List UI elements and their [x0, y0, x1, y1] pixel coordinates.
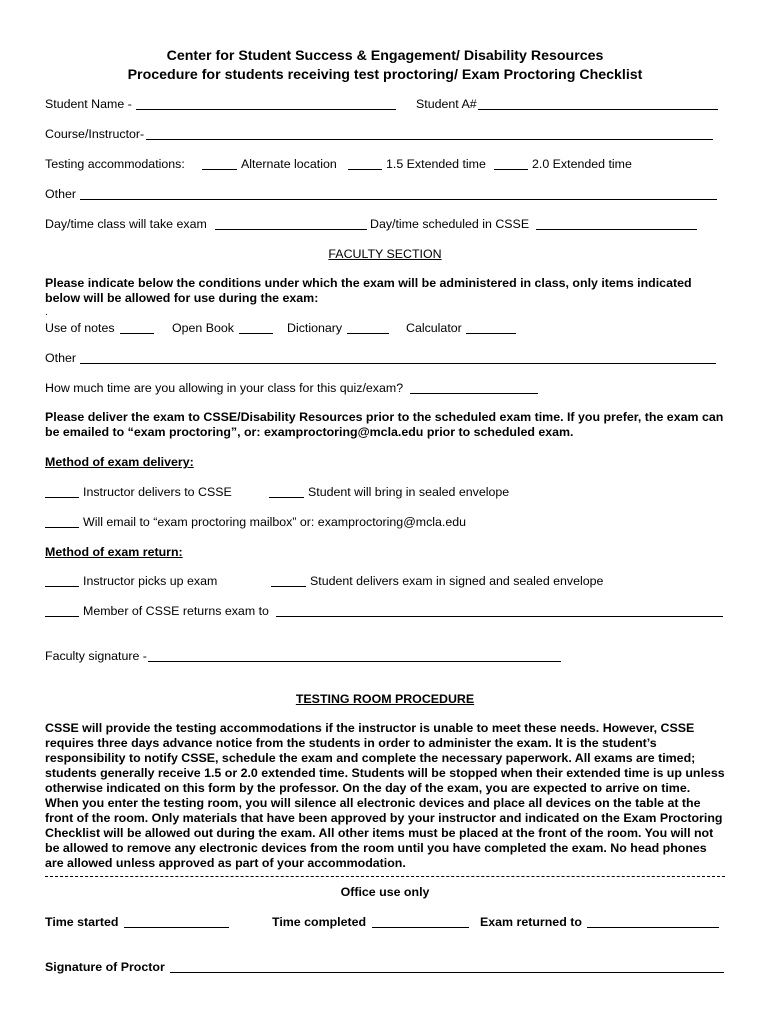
alternate-location-check[interactable] — [202, 157, 237, 170]
return-opt2-label: Student delivers exam in signed and sealed envelope — [310, 574, 604, 588]
delivery-heading: Method of exam delivery: — [45, 455, 194, 469]
delivery-opt1-check[interactable] — [45, 485, 79, 498]
return-opt1-label: Instructor picks up exam — [83, 574, 218, 588]
extended-15-check[interactable] — [348, 157, 382, 170]
delivery-opt3-check[interactable] — [45, 515, 79, 528]
return-opt2-check[interactable] — [271, 574, 306, 587]
course-instructor-label: Course/Instructor- — [45, 127, 145, 141]
procedure-heading: TESTING ROOM PROCEDURE — [295, 692, 475, 706]
delivery-opt3-label: Will email to “exam proctoring mailbox” or: examproctoring@mcla.edu — [83, 515, 467, 529]
extended-20-label: 2.0 Extended time — [532, 157, 632, 171]
exam-returned-field[interactable] — [587, 915, 719, 928]
form-title: Center for Student Success & Engagement/ Disability Resources — [166, 48, 604, 64]
return-to-field[interactable] — [276, 604, 723, 617]
delivery-opt2-label: Student will bring in sealed envelope — [308, 485, 510, 499]
office-use-heading: Office use only — [340, 885, 430, 899]
divider — [45, 876, 725, 877]
stray-dot: . — [45, 307, 48, 318]
accommodations-label: Testing accommodations: — [45, 157, 185, 171]
procedure-text: CSSE will provide the testing accommodations if the instructor is unable to meet these needs. However, CSSE requires three days advance notice from the students in order to administer the exam. It is the student’s responsibility to notify CSSE, schedule the exam and complete the necessary paperwork. All exams are timed; students generally receive 1.5 or 2.0 extended time. Students will be stopped when their extended time is up unless otherwise indicated on this form by the professor. On the day of the exam, you are expected to arrive on time. When you enter the testing room, you will silence all electronic devices and place all devices on the table at the front of the room. Only materials that have been approved by your instructor and indicated on the Exam Proctoring Checklist will be allowed out during the exam. All other items must be placed at the front of the room. You will not be allowed to remove any electronic devices from the room until you have completed the exam. No head phones are allowed unless approved as part of your accommodation. — [45, 721, 725, 870]
exam-returned-label: Exam returned to — [480, 915, 582, 929]
use-of-notes-label: Use of notes — [45, 321, 115, 335]
dictionary-label: Dictionary — [287, 321, 343, 335]
return-opt3-check[interactable] — [45, 604, 79, 617]
dictionary-field[interactable] — [347, 321, 389, 334]
open-book-field[interactable] — [239, 321, 273, 334]
return-heading: Method of exam return: — [45, 545, 183, 559]
student-other-field[interactable] — [80, 187, 717, 200]
time-started-label: Time started — [45, 915, 119, 929]
student-name-label: Student Name - — [45, 97, 132, 111]
course-instructor-field[interactable] — [146, 127, 713, 140]
student-other-label: Other — [45, 187, 76, 201]
daytime-class-field[interactable] — [215, 217, 367, 230]
faculty-other-label: Other — [45, 351, 76, 365]
time-allowed-field[interactable] — [410, 381, 538, 394]
daytime-csse-label: Day/time scheduled in CSSE — [370, 217, 530, 231]
time-completed-label: Time completed — [272, 915, 367, 929]
daytime-class-label: Day/time class will take exam — [45, 217, 207, 231]
student-name-field[interactable] — [136, 97, 396, 110]
extended-20-check[interactable] — [494, 157, 528, 170]
faculty-signature-label: Faculty signature - — [45, 649, 147, 663]
delivery-opt1-label: Instructor delivers to CSSE — [83, 485, 232, 499]
return-opt1-check[interactable] — [45, 574, 79, 587]
student-id-field[interactable] — [478, 97, 718, 110]
time-started-field[interactable] — [124, 915, 229, 928]
time-question-label: How much time are you allowing in your class for this quiz/exam? — [45, 381, 404, 395]
faculty-other-field[interactable] — [80, 351, 716, 364]
use-of-notes-field[interactable] — [120, 321, 154, 334]
extended-15-label: 1.5 Extended time — [386, 157, 486, 171]
calculator-label: Calculator — [406, 321, 462, 335]
faculty-signature-field[interactable] — [148, 649, 561, 662]
alternate-location-label: Alternate location — [241, 157, 337, 171]
deliver-instructions: Please deliver the exam to CSSE/Disability Resources prior to the scheduled exam time. If you prefer, the exam can be emailed to “exam proctoring”, or: examproctoring@mcla.edu prior to scheduled exam. — [45, 410, 724, 439]
form-subtitle: Procedure for students receiving test proctoring/ Exam Proctoring Checklist — [127, 67, 643, 83]
delivery-opt2-check[interactable] — [269, 485, 304, 498]
open-book-label: Open Book — [172, 321, 234, 335]
daytime-csse-field[interactable] — [536, 217, 697, 230]
calculator-field[interactable] — [466, 321, 516, 334]
proctor-signature-field[interactable] — [170, 960, 724, 973]
return-opt3-label: Member of CSSE returns exam to — [83, 604, 269, 618]
proctor-signature-label: Signature of Proctor — [45, 960, 165, 974]
time-completed-field[interactable] — [372, 915, 469, 928]
faculty-section-heading: FACULTY SECTION — [328, 247, 442, 261]
student-id-label: Student A# — [416, 97, 477, 111]
conditions-text: Please indicate below the conditions under which the exam will be administered in class, only items indicated below will be allowed for use during the exam: — [45, 276, 692, 305]
